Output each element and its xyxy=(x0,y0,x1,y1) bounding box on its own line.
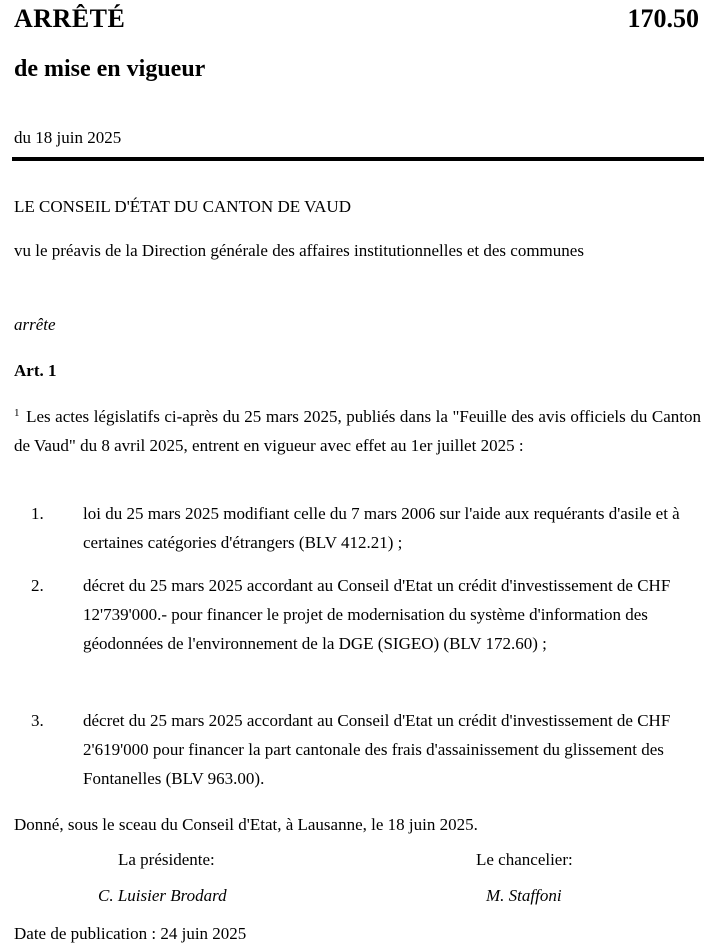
document-type-title: ARRÊTÉ xyxy=(14,4,126,33)
list-item-number: 2. xyxy=(31,576,44,595)
president-label: La présidente: xyxy=(118,850,215,869)
article-intro xyxy=(14,399,701,460)
document-date: du 18 juin 2025 xyxy=(14,128,122,147)
chancellor-label: Le chancelier: xyxy=(476,850,573,869)
header-divider xyxy=(12,157,704,161)
list-item-text: décret du 25 mars 2025 accordant au Conseil d'Etat un crédit d'investissement de CHF 12'739'000.- pour financer le projet de modernisation du système d'information des géodonnées de l'environnement de la DGE (SIGEO) (BLV 172.60) ; xyxy=(83,576,671,653)
article-title: Art. 1 xyxy=(14,361,57,380)
header-row xyxy=(14,4,699,40)
list-item-text: loi du 25 mars 2025 modifiant celle du 7 mars 2006 sur l'aide aux requérants d'asile et à certaines catégories d'étrangers (BLV 412.21) ; xyxy=(83,504,680,552)
decides-line: arrête xyxy=(14,315,56,334)
document-number: 170.50 xyxy=(627,4,699,33)
list-item-text: décret du 25 mars 2025 accordant au Conseil d'Etat un crédit d'investissement de CHF 2'619'000 pour financer la part cantonale des frais d'assainissement du glissement des Fontanelles (BLV 963.00). xyxy=(83,711,671,788)
preavis-paragraph: vu le préavis de la Direction générale des affaires institutionnelles et des communes xyxy=(14,241,584,260)
publication-date: Date de publication : 24 juin 2025 xyxy=(14,924,247,943)
president-name: C. Luisier Brodard xyxy=(98,886,227,905)
list-item-number: 1. xyxy=(31,504,44,523)
authority-line: LE CONSEIL D'ÉTAT DU CANTON DE VAUD xyxy=(14,197,351,216)
paragraph-number: 1 xyxy=(14,407,20,419)
list-item-number: 3. xyxy=(31,711,44,730)
article-intro-text: Les actes législatifs ci-après du 25 mars 2025, publiés dans la "Feuille des avis officiels du Canton de Vaud" du 8 avril 2025, entrent en vigueur avec effet au 1er juillet 2025 : xyxy=(14,407,701,455)
document-subtitle: de mise en vigueur xyxy=(14,56,206,82)
given-statement: Donné, sous le sceau du Conseil d'Etat, à Lausanne, le 18 juin 2025. xyxy=(14,815,478,834)
chancellor-name: M. Staffoni xyxy=(486,886,562,905)
